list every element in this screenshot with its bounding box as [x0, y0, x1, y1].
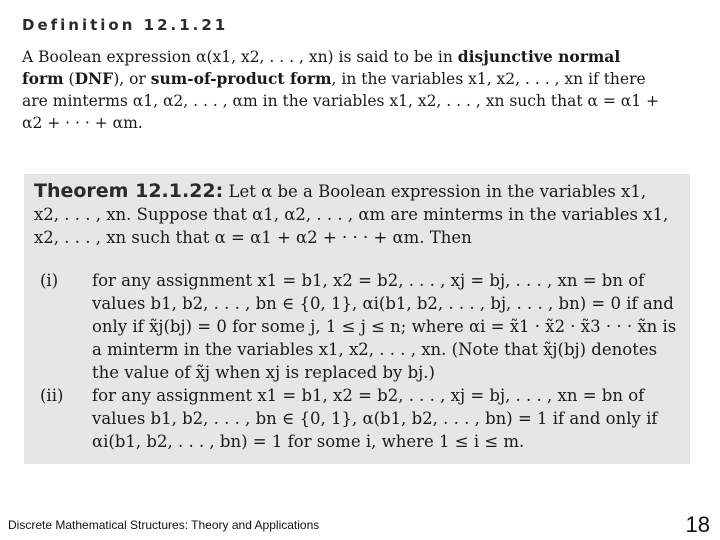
footer-book-title: Discrete Mathematical Structures: Theory and Applications: [8, 518, 320, 532]
item-marker: (ii): [40, 386, 64, 405]
term-disjunctive-normal-form: disjunctive normal form: [22, 47, 621, 88]
term-sum-of-product-form: sum-of-product form: [150, 69, 332, 88]
theorem-intro-block: [34, 180, 674, 249]
definition-text-a: A Boolean expression α(x1, x2, . . . , xn) is said to be in: [22, 48, 458, 66]
theorem-intro: Let α be a Boolean expression in the variables x1, x2, . . . , xn. Suppose that α1, α2, . . . , αm are minterms in the variables x1, x2, . . . , xn such that α = α1 + α2 + · · · + αm. Then: [34, 182, 669, 247]
item-marker: (i): [40, 271, 59, 290]
definition-text-b: , or: [119, 70, 151, 88]
definition-heading: Definition 12.1.21: [22, 16, 229, 34]
theorem-heading: Theorem 12.1.22:: [34, 180, 224, 202]
definition-body: A Boolean expression α(x1, x2, . . . , xn) is said to be in disjunctive normal form (DNF), or sum-of-product form, in the variables x1, x2, . . . , xn if there are minterms α1, α2, . . . , αm in the variables x1, x2, . . . , xn such that α = α1 + α2 + · · · + αm.: [22, 47, 660, 132]
term-dnf: DNF: [74, 69, 114, 88]
page-number: 18: [685, 512, 710, 537]
definition-text-c: , in the variables x1, x2, . . . , xn if there are minterms α1, α2, . . . , αm in the variables x1, x2, . . . , xn such that α = α1 + α2 + · · · + αm.: [22, 70, 660, 132]
theorem-box: [24, 174, 690, 464]
item-text: for any assignment x1 = b1, x2 = b2, . . . , xj = bj, . . . , xn = bn of values b1, b2, . . . , bn ∈ {0, 1}, αi(b1, b2, . . . , bj, . . . , bn) = 0 if and only if x̃j(bj) = 0 for some j, 1 ≤ j ≤ n; where αi = x̃1 · x̃2 · x̃3 · · · x̃n is a minterm in the variables x1, x2, . . . , xn. (Note that x̃j(bj) denotes the value of x̃j when xj is replaced by bj.): [92, 271, 677, 382]
item-text: for any assignment x1 = b1, x2 = b2, . . . , xj = bj, . . . , xn = bn of values b1, b2, . . . , bn ∈ {0, 1}, α(b1, b2, . . . , bn) = 1 if and only if αi(b1, b2, . . . , bn) = 1 for some i, where 1 ≤ i ≤ m.: [92, 386, 658, 451]
